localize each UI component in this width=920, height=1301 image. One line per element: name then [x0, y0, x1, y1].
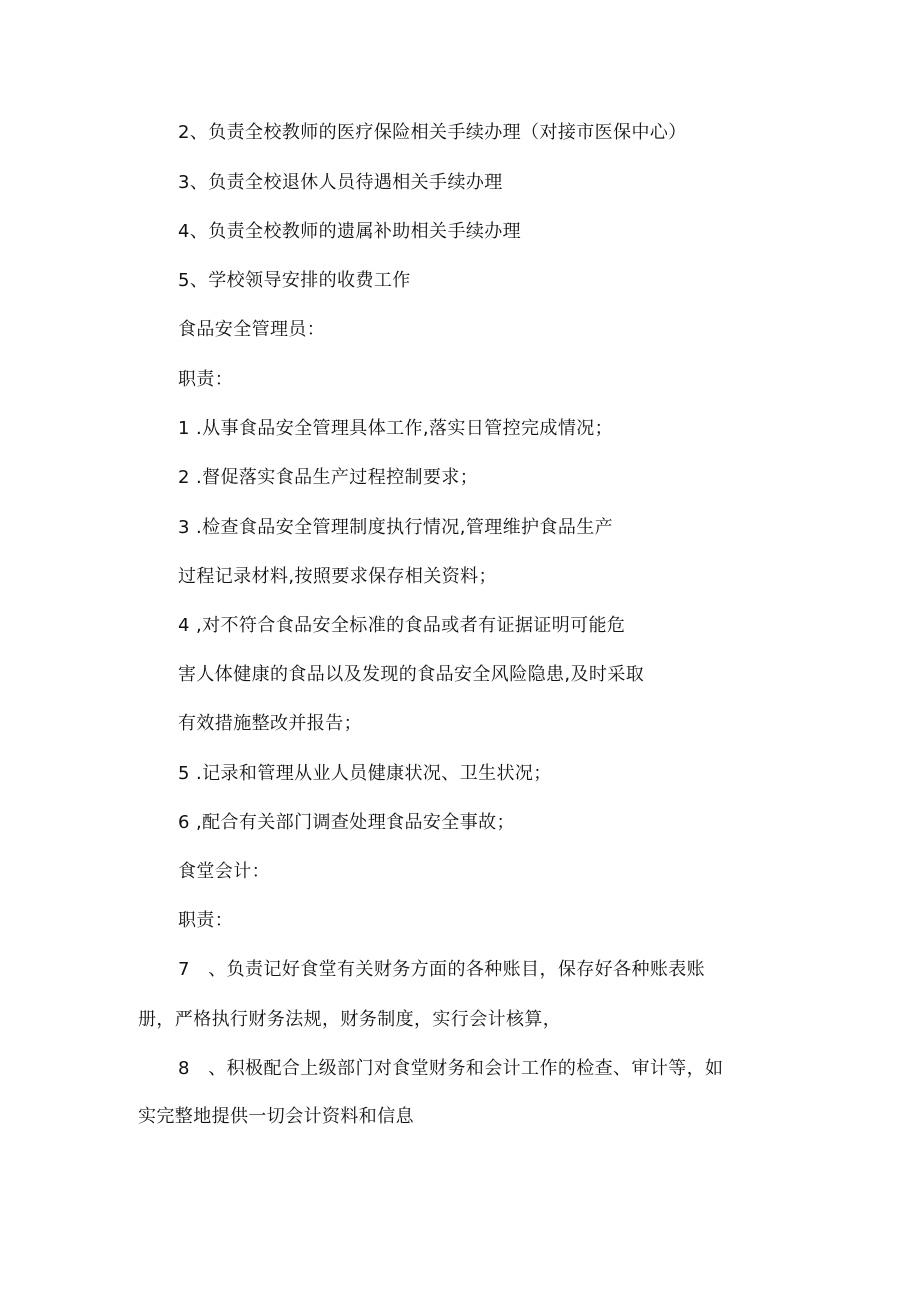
section-heading-canteen-accountant: 食堂会计： [178, 861, 270, 882]
responsibilities-label-2: 职责： [178, 910, 234, 931]
food-safety-item-3-continued: 过程记录材料,按照要求保存相关资料； [178, 566, 497, 587]
food-safety-item-1: 1 .从事食品安全管理具体工作,落实日管控完成情况； [178, 418, 614, 439]
accountant-item-7: 7 、负责记好食堂有关财务方面的各种账目，保存好各种账表账 [178, 959, 706, 980]
accountant-item-7-continued: 册，严格执行财务法规，财务制度，实行会计核算， [138, 1009, 562, 1030]
section-heading-food-safety-manager: 食品安全管理员： [178, 319, 326, 340]
duty-item-3: 3、负责全校退休人员待遇相关手续办理 [178, 172, 503, 193]
food-safety-item-3: 3 .检查食品安全管理制度执行情况,管理维护食品生产 [178, 517, 614, 538]
food-safety-item-6: 6 ,配合有关部门调查处理食品安全事故； [178, 812, 515, 833]
duty-item-5: 5、学校领导安排的收费工作 [178, 270, 411, 291]
food-safety-item-4-continued-1: 害人体健康的食品以及发现的食品安全风险隐患,及时采取 [178, 664, 645, 685]
food-safety-item-4-continued-2: 有效措施整改并报告； [178, 713, 362, 734]
accountant-item-8: 8 、积极配合上级部门对食堂财务和会计工作的检查、审计等，如 [178, 1058, 724, 1079]
duty-item-2: 2、负责全校教师的医疗保险相关手续办理（对接市医保中心） [178, 122, 687, 143]
food-safety-item-2: 2 .督促落实食品生产过程控制要求； [178, 467, 479, 488]
food-safety-item-4: 4 ,对不符合食品安全标准的食品或者有证据证明可能危 [178, 615, 626, 636]
food-safety-item-5: 5 .记录和管理从业人员健康状况、卫生状况； [178, 763, 552, 784]
accountant-item-8-continued: 实完整地提供一切会计资料和信息 [138, 1106, 414, 1127]
duty-item-4: 4、负责全校教师的遗属补助相关手续办理 [178, 221, 522, 242]
responsibilities-label: 职责： [178, 369, 234, 390]
